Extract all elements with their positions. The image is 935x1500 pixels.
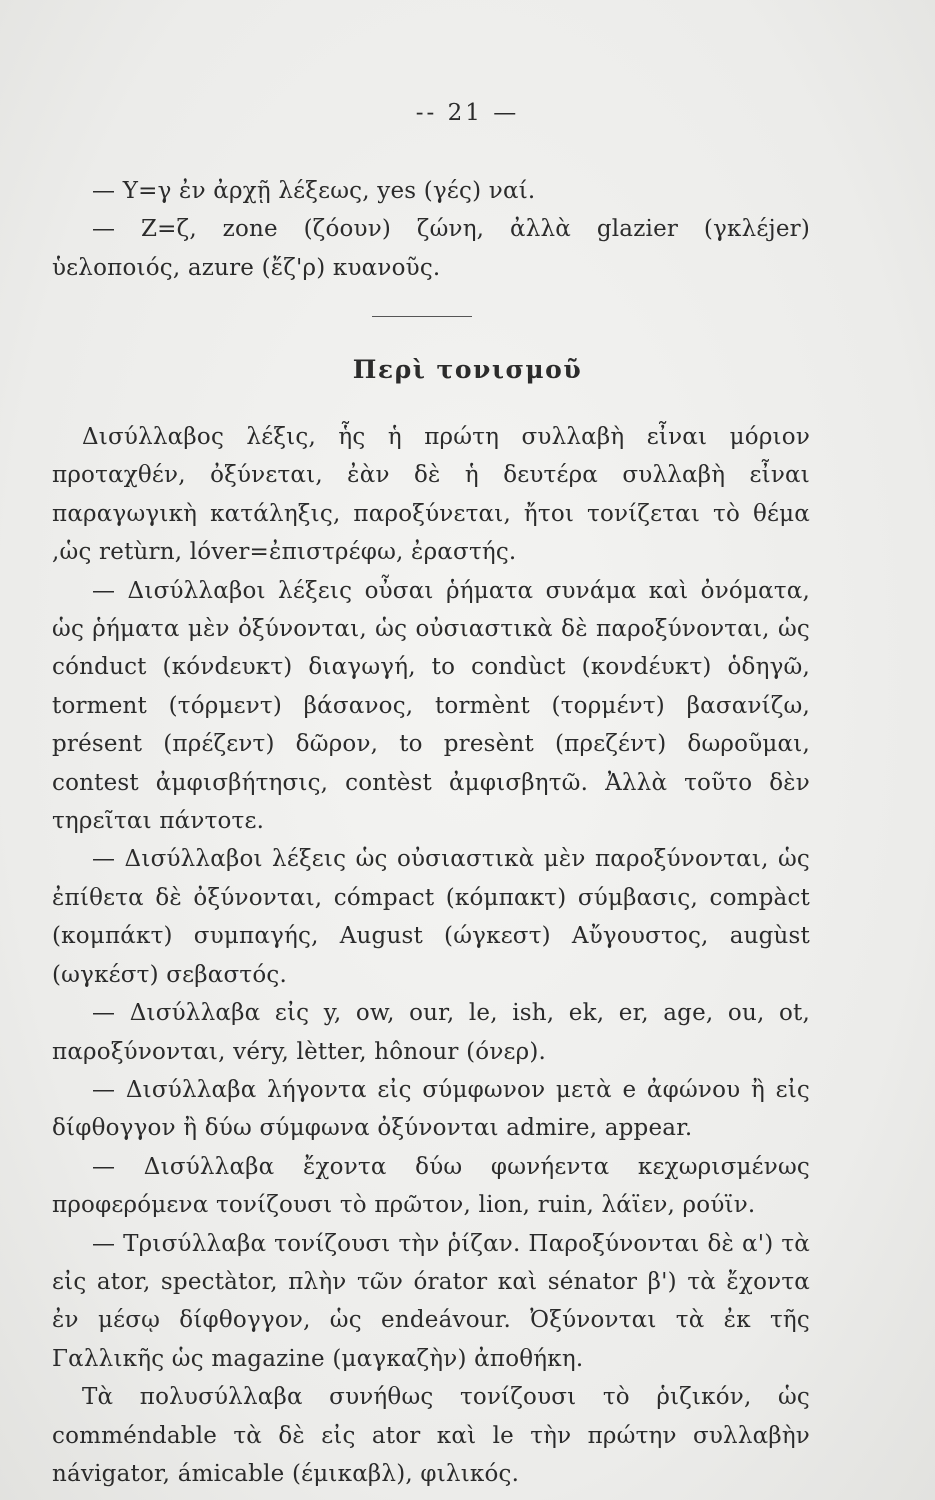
section-divider	[372, 316, 472, 317]
intro-block	[52, 172, 810, 287]
page-number: -- 21 —	[415, 100, 520, 126]
body-text	[52, 418, 810, 1493]
paragraph-1: Δισύλλαβος λέξις, ἧς ἡ πρώτη συλλαβὴ εἶναι μόριον προταχθέν, ὀξύνεται, ἐὰν δὲ ἡ δευτέρα συλλαβὴ εἶναι παραγωγικὴ κατάληξις, παροξύνεται, ἤτοι τονίζεται τὸ θέμα ,ὡς retùrn, lóver=ἐπιστρέφω, ἐραστής.	[52, 424, 810, 566]
paragraph-4: — Δισύλλαβα εἰς y, ow, our, le, ish, ek, er, age, ou, ot, παροξύνονται, véry, lètter, hônour (όνερ).	[52, 1000, 810, 1065]
paragraph-2: — Δισύλλαβοι λέξεις οὖσαι ῥήματα συνάμα καὶ ὀνόματα, ὡς ῥήματα μὲν ὀξύνονται, ὡς οὐσιαστικὰ δὲ παροξύνονται, ὡς cónduct (κόνdευκτ) διαγωγή, to condùct (κονdέυκτ) ὁδηγῶ, torment (τόρμεντ) βάσανος, tormènt (τορμέντ) βασανίζω, présent (πρέζεντ) δῶρον, to presènt (πρεζέντ) δωροῦμαι, contest ἀμφισβήτησις, contèst ἀμφισβητῶ. Ἀλλὰ τοῦτο δὲν τηρεῖται πάντοτε.	[52, 577, 810, 835]
intro-line-z: — Z=ζ, zone (ζόουν) ζώνη, ἀλλὰ glazier (γκλέjer) ὑελοποιός, azure (ἔζ'ρ) κυανοῦς.	[52, 216, 810, 281]
paragraph-5: — Δισύλλαβα λήγοντα εἰς σύμφωνον μετὰ e ἀφώνου ἢ εἰς δίφθογγον ἢ δύω σύμφωνα ὀξύνονται admire, appear.	[52, 1076, 810, 1142]
section-title: Περὶ τονισμοῦ	[352, 355, 583, 384]
paragraph-3: — Δισύλλαβοι λέξεις ὡς οὐσιαστικὰ μὲν παροξύνονται, ὡς ἐπίθετα δὲ ὀξύνονται, cómpact (κόμπακτ) σύμβασις, compàct (κομπάκτ) συμπαγής, August (ώγκεστ) Αὔγουστος, augùst (ωγκέστ) σεβαστός.	[52, 846, 810, 988]
paragraph-6: — Δισύλλαβα ἔχοντα δύω φωνήεντα κεχωρισμένως προφερόμενα τονίζουσι τὸ πρῶτον, lion, ruin, λάϊεν, ρούϊν.	[52, 1153, 810, 1219]
intro-line-y: — Y=γ ἐν ἀρχῇ λέξεως, yes (γές) ναί.	[92, 178, 536, 204]
paragraph-7: — Τρισύλλαβα τονίζουσι τὴν ῥίζαν. Παροξύνονται δὲ α') τὰ εἰς ator, spectàtor, πλὴν τῶν órator καὶ sénator β') τὰ ἔχοντα ἐν μέσῳ δίφθογγον, ὡς endeávour. Ὀξύνονται τὰ ἐκ τῆς Γαλλικῆς ὡς magazine (μαγκαζὴν) ἀποθήκη.	[52, 1230, 810, 1372]
paragraph-8: Τὰ πολυσύλλαβα συνήθως τονίζουσι τὸ ῥιζικόν, ὡς comméndable τὰ δὲ εἰς ator καὶ le τὴν πρώτην συλλαβὴν návigator, ámicable (έμικαβλ), φιλικός.	[52, 1384, 810, 1487]
